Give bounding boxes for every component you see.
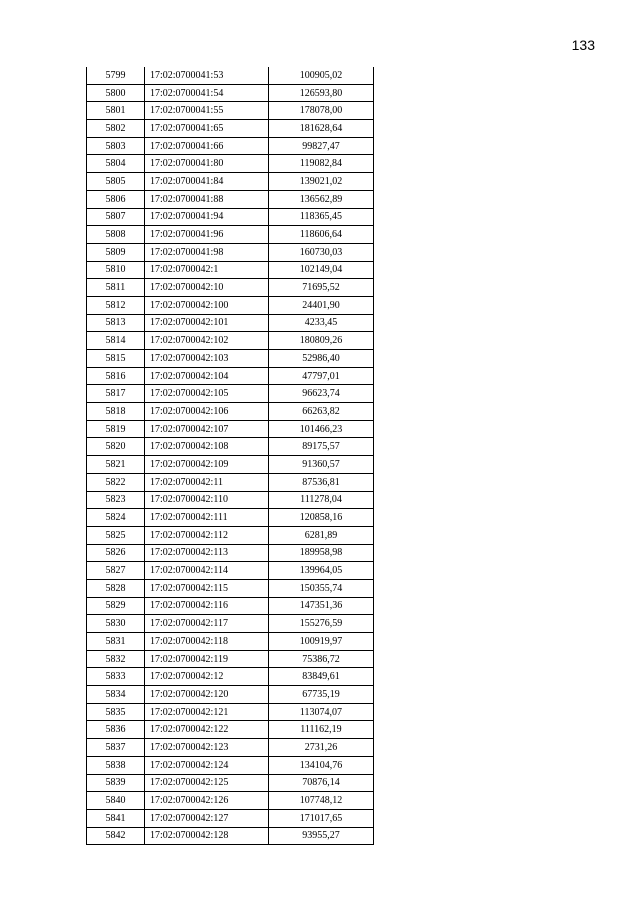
value-cell: 126593,80 <box>269 84 374 102</box>
table-row <box>87 403 374 421</box>
row-number-cell: 5821 <box>87 456 145 474</box>
value-cell: 67735,19 <box>269 686 374 704</box>
cadastral-number-cell: 17:02:0700042:114 <box>145 562 269 580</box>
table-row <box>87 84 374 102</box>
row-number-cell: 5811 <box>87 279 145 297</box>
row-number-cell: 5807 <box>87 208 145 226</box>
value-cell: 118606,64 <box>269 226 374 244</box>
cadastral-number-cell: 17:02:0700042:118 <box>145 633 269 651</box>
value-cell: 71695,52 <box>269 279 374 297</box>
value-cell: 139964,05 <box>269 562 374 580</box>
cadastral-value-table <box>86 67 374 845</box>
cadastral-number-cell: 17:02:0700041:88 <box>145 190 269 208</box>
row-number-cell: 5814 <box>87 332 145 350</box>
value-cell: 160730,03 <box>269 243 374 261</box>
table-row <box>87 67 374 84</box>
table-row <box>87 756 374 774</box>
value-cell: 24401,90 <box>269 296 374 314</box>
table-row <box>87 774 374 792</box>
row-number-cell: 5822 <box>87 473 145 491</box>
row-number-cell: 5817 <box>87 385 145 403</box>
table-row <box>87 173 374 191</box>
cadastral-number-cell: 17:02:0700042:127 <box>145 809 269 827</box>
cadastral-number-cell: 17:02:0700041:98 <box>145 243 269 261</box>
value-cell: 155276,59 <box>269 615 374 633</box>
row-number-cell: 5820 <box>87 438 145 456</box>
table-row <box>87 208 374 226</box>
value-cell: 189958,98 <box>269 544 374 562</box>
value-cell: 47797,01 <box>269 367 374 385</box>
row-number-cell: 5823 <box>87 491 145 509</box>
row-number-cell: 5825 <box>87 526 145 544</box>
row-number-cell: 5800 <box>87 84 145 102</box>
cadastral-number-cell: 17:02:0700042:123 <box>145 739 269 757</box>
table-row <box>87 633 374 651</box>
row-number-cell: 5827 <box>87 562 145 580</box>
table-row <box>87 137 374 155</box>
table-row <box>87 350 374 368</box>
value-cell: 89175,57 <box>269 438 374 456</box>
table-row <box>87 650 374 668</box>
row-number-cell: 5810 <box>87 261 145 279</box>
value-cell: 171017,65 <box>269 809 374 827</box>
row-number-cell: 5841 <box>87 809 145 827</box>
table-row <box>87 509 374 527</box>
table-row <box>87 703 374 721</box>
cadastral-number-cell: 17:02:0700042:108 <box>145 438 269 456</box>
value-cell: 83849,61 <box>269 668 374 686</box>
table-row <box>87 456 374 474</box>
table-row <box>87 739 374 757</box>
cadastral-number-cell: 17:02:0700042:101 <box>145 314 269 332</box>
cadastral-number-cell: 17:02:0700042:119 <box>145 650 269 668</box>
row-number-cell: 5819 <box>87 420 145 438</box>
row-number-cell: 5801 <box>87 102 145 120</box>
value-cell: 100905,02 <box>269 67 374 84</box>
table-row <box>87 473 374 491</box>
row-number-cell: 5837 <box>87 739 145 757</box>
row-number-cell: 5809 <box>87 243 145 261</box>
table-row <box>87 155 374 173</box>
table-row <box>87 491 374 509</box>
cadastral-number-cell: 17:02:0700042:122 <box>145 721 269 739</box>
row-number-cell: 5834 <box>87 686 145 704</box>
value-cell: 101466,23 <box>269 420 374 438</box>
table-row <box>87 367 374 385</box>
value-cell: 100919,97 <box>269 633 374 651</box>
cadastral-number-cell: 17:02:0700042:121 <box>145 703 269 721</box>
value-cell: 91360,57 <box>269 456 374 474</box>
table-row <box>87 792 374 810</box>
row-number-cell: 5831 <box>87 633 145 651</box>
cadastral-number-cell: 17:02:0700042:116 <box>145 597 269 615</box>
table-row <box>87 120 374 138</box>
table-row <box>87 686 374 704</box>
table-row <box>87 597 374 615</box>
table-row <box>87 261 374 279</box>
row-number-cell: 5812 <box>87 296 145 314</box>
value-cell: 118365,45 <box>269 208 374 226</box>
cadastral-number-cell: 17:02:0700042:113 <box>145 544 269 562</box>
cadastral-number-cell: 17:02:0700042:111 <box>145 509 269 527</box>
value-cell: 6281,89 <box>269 526 374 544</box>
cadastral-number-cell: 17:02:0700041:96 <box>145 226 269 244</box>
page-number: 133 <box>571 37 595 53</box>
row-number-cell: 5826 <box>87 544 145 562</box>
value-cell: 180809,26 <box>269 332 374 350</box>
row-number-cell: 5805 <box>87 173 145 191</box>
cadastral-number-cell: 17:02:0700041:80 <box>145 155 269 173</box>
cadastral-number-cell: 17:02:0700042:110 <box>145 491 269 509</box>
cadastral-number-cell: 17:02:0700042:102 <box>145 332 269 350</box>
table-row <box>87 721 374 739</box>
row-number-cell: 5818 <box>87 403 145 421</box>
cadastral-number-cell: 17:02:0700042:103 <box>145 350 269 368</box>
value-cell: 119082,84 <box>269 155 374 173</box>
row-number-cell: 5806 <box>87 190 145 208</box>
value-cell: 120858,16 <box>269 509 374 527</box>
table-body <box>87 67 374 845</box>
table-row <box>87 102 374 120</box>
value-cell: 70876,14 <box>269 774 374 792</box>
cadastral-number-cell: 17:02:0700041:53 <box>145 67 269 84</box>
row-number-cell: 5829 <box>87 597 145 615</box>
value-cell: 99827,47 <box>269 137 374 155</box>
table-row <box>87 385 374 403</box>
value-cell: 139021,02 <box>269 173 374 191</box>
value-cell: 66263,82 <box>269 403 374 421</box>
cadastral-number-cell: 17:02:0700042:112 <box>145 526 269 544</box>
cadastral-number-cell: 17:02:0700041:55 <box>145 102 269 120</box>
value-cell: 93955,27 <box>269 827 374 845</box>
value-cell: 75386,72 <box>269 650 374 668</box>
cadastral-number-cell: 17:02:0700042:124 <box>145 756 269 774</box>
value-cell: 178078,00 <box>269 102 374 120</box>
table-row <box>87 279 374 297</box>
cadastral-number-cell: 17:02:0700041:65 <box>145 120 269 138</box>
row-number-cell: 5842 <box>87 827 145 845</box>
table-row <box>87 579 374 597</box>
row-number-cell: 5824 <box>87 509 145 527</box>
cadastral-number-cell: 17:02:0700042:105 <box>145 385 269 403</box>
value-cell: 96623,74 <box>269 385 374 403</box>
cadastral-number-cell: 17:02:0700042:1 <box>145 261 269 279</box>
table-row <box>87 243 374 261</box>
row-number-cell: 5813 <box>87 314 145 332</box>
cadastral-number-cell: 17:02:0700042:128 <box>145 827 269 845</box>
cadastral-number-cell: 17:02:0700041:84 <box>145 173 269 191</box>
cadastral-number-cell: 17:02:0700042:126 <box>145 792 269 810</box>
cadastral-number-cell: 17:02:0700041:54 <box>145 84 269 102</box>
row-number-cell: 5835 <box>87 703 145 721</box>
value-cell: 107748,12 <box>269 792 374 810</box>
row-number-cell: 5830 <box>87 615 145 633</box>
table-row <box>87 615 374 633</box>
row-number-cell: 5816 <box>87 367 145 385</box>
row-number-cell: 5828 <box>87 579 145 597</box>
cadastral-number-cell: 17:02:0700042:104 <box>145 367 269 385</box>
table-row <box>87 226 374 244</box>
cadastral-number-cell: 17:02:0700042:106 <box>145 403 269 421</box>
row-number-cell: 5804 <box>87 155 145 173</box>
row-number-cell: 5815 <box>87 350 145 368</box>
table-row <box>87 827 374 845</box>
value-cell: 111162,19 <box>269 721 374 739</box>
table-row <box>87 562 374 580</box>
table-row <box>87 296 374 314</box>
value-cell: 150355,74 <box>269 579 374 597</box>
row-number-cell: 5838 <box>87 756 145 774</box>
value-cell: 111278,04 <box>269 491 374 509</box>
cadastral-number-cell: 17:02:0700042:120 <box>145 686 269 704</box>
table-row <box>87 668 374 686</box>
table-row <box>87 544 374 562</box>
table-row <box>87 809 374 827</box>
cadastral-number-cell: 17:02:0700041:94 <box>145 208 269 226</box>
cadastral-number-cell: 17:02:0700042:125 <box>145 774 269 792</box>
row-number-cell: 5832 <box>87 650 145 668</box>
table-row <box>87 420 374 438</box>
value-cell: 102149,04 <box>269 261 374 279</box>
row-number-cell: 5833 <box>87 668 145 686</box>
table-row <box>87 438 374 456</box>
row-number-cell: 5839 <box>87 774 145 792</box>
value-cell: 52986,40 <box>269 350 374 368</box>
table-row <box>87 332 374 350</box>
table-row <box>87 314 374 332</box>
value-cell: 181628,64 <box>269 120 374 138</box>
row-number-cell: 5836 <box>87 721 145 739</box>
value-cell: 87536,81 <box>269 473 374 491</box>
cadastral-number-cell: 17:02:0700042:115 <box>145 579 269 597</box>
value-cell: 113074,07 <box>269 703 374 721</box>
cadastral-number-cell: 17:02:0700042:109 <box>145 456 269 474</box>
table-row <box>87 526 374 544</box>
row-number-cell: 5802 <box>87 120 145 138</box>
cadastral-number-cell: 17:02:0700042:11 <box>145 473 269 491</box>
row-number-cell: 5803 <box>87 137 145 155</box>
value-cell: 2731,26 <box>269 739 374 757</box>
cadastral-number-cell: 17:02:0700042:107 <box>145 420 269 438</box>
cadastral-number-cell: 17:02:0700041:66 <box>145 137 269 155</box>
row-number-cell: 5808 <box>87 226 145 244</box>
value-cell: 136562,89 <box>269 190 374 208</box>
cadastral-number-cell: 17:02:0700042:117 <box>145 615 269 633</box>
table-row <box>87 190 374 208</box>
cadastral-number-cell: 17:02:0700042:12 <box>145 668 269 686</box>
cadastral-number-cell: 17:02:0700042:10 <box>145 279 269 297</box>
cadastral-number-cell: 17:02:0700042:100 <box>145 296 269 314</box>
row-number-cell: 5799 <box>87 67 145 84</box>
value-cell: 147351,36 <box>269 597 374 615</box>
value-cell: 134104,76 <box>269 756 374 774</box>
row-number-cell: 5840 <box>87 792 145 810</box>
value-cell: 4233,45 <box>269 314 374 332</box>
